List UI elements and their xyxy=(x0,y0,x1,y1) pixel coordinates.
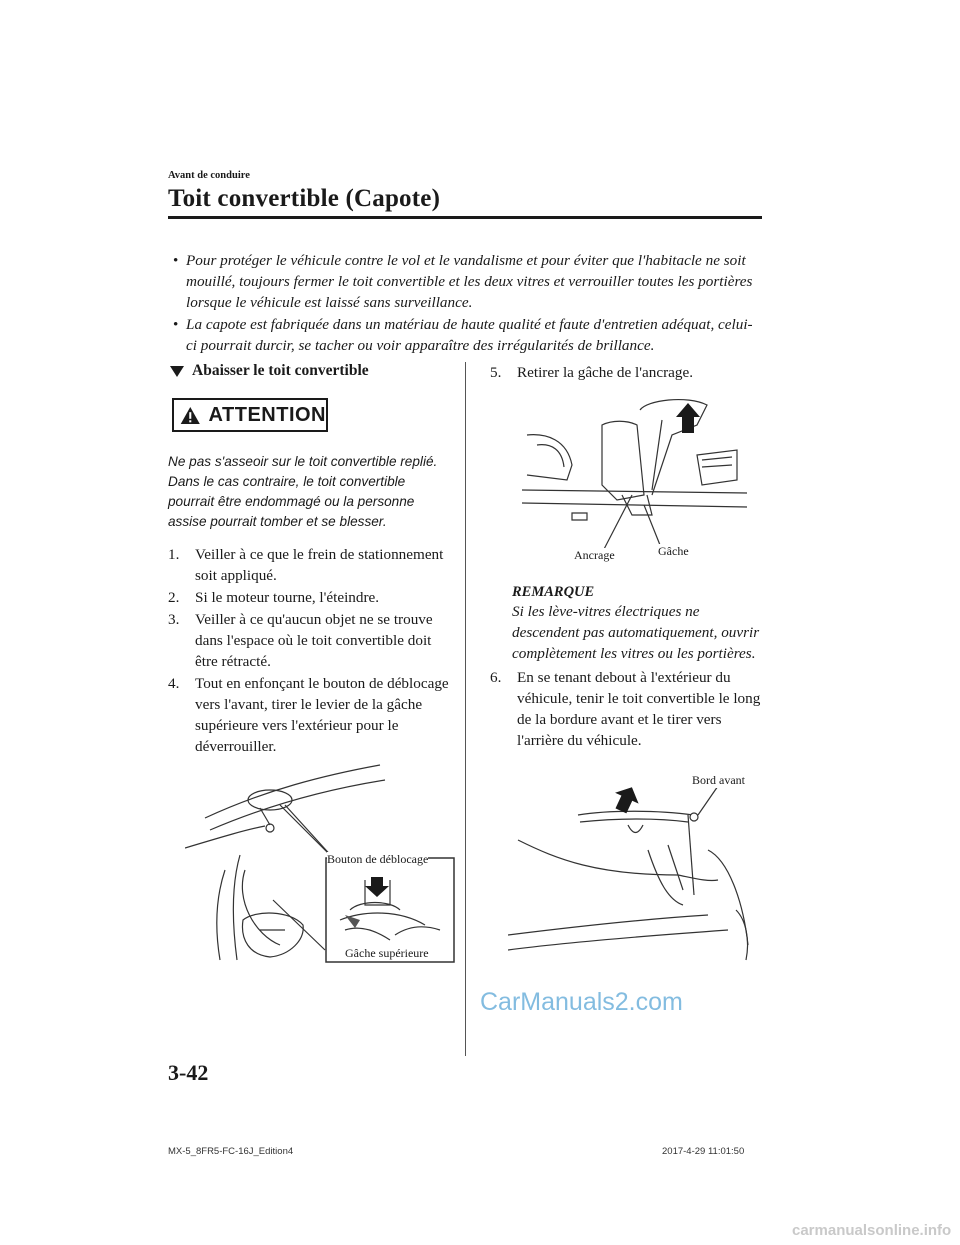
label-upper-latch: Gâche supérieure xyxy=(345,946,429,960)
note-title: REMARQUE xyxy=(512,584,595,600)
label-latch: Gâche xyxy=(658,544,689,558)
watermark-corner: carmanualsonline.info xyxy=(792,1222,952,1239)
label-front-edge: Bord avant xyxy=(692,773,745,787)
step-item xyxy=(168,587,453,608)
step-number: 6. xyxy=(490,669,502,686)
left-column xyxy=(168,362,453,758)
right-column xyxy=(490,362,765,384)
intro-bullet-text: Pour protéger le véhicule contre le vol et le vandalisme et pour éviter que l'habitacle ne soit mouillé, toujours fermer le toit convertible et les deux vitres et verrouiller toutes les portières lorsque le véhicule est laissé sans surveillance. xyxy=(186,252,753,311)
section-heading-text: Abaisser le toit convertible xyxy=(192,362,369,379)
step-number: 5. xyxy=(490,364,502,381)
step-item xyxy=(490,362,765,383)
step-item xyxy=(168,544,453,586)
step-number: 3. xyxy=(168,611,180,628)
bullet-dot-icon: • xyxy=(173,316,179,333)
page-number: 3-42 xyxy=(168,1060,209,1085)
step-text: Tout en enfonçant le bouton de déblocage vers l'avant, tirer le levier de la gâche supérieure vers l'extérieur pour le déverrouiller. xyxy=(195,675,449,755)
note-block xyxy=(490,578,765,752)
steps-list xyxy=(168,544,453,757)
attention-text: Ne pas s'asseoir sur le toit convertible replié. Dans le cas contraire, le toit convertible pourrait être endommagé ou la personne assise pourrait tomber et se blesser. xyxy=(168,454,438,529)
attention-label: ATTENTION xyxy=(208,403,326,426)
triangle-down-icon xyxy=(170,366,184,377)
section-label: Avant de conduire xyxy=(168,170,250,181)
page-title: Toit convertible (Capote) xyxy=(168,185,441,212)
intro-bullet xyxy=(168,250,758,313)
step-text: Veiller à ce qu'aucun objet ne se trouve dans l'espace où le toit convertible doit être rétracté. xyxy=(195,611,433,670)
figure-front-edge xyxy=(508,770,760,970)
intro-notes xyxy=(168,250,758,357)
attention-box xyxy=(172,398,328,432)
bullet-dot-icon: • xyxy=(173,252,179,269)
watermark-main: CarManuals2.com xyxy=(480,988,683,1016)
step-number: 4. xyxy=(168,675,180,692)
step-item xyxy=(490,667,765,751)
steps-list-right-2 xyxy=(490,667,765,751)
footer-edition: MX-5_8FR5-FC-16J_Edition4 xyxy=(168,1146,294,1157)
intro-bullet xyxy=(168,314,758,356)
step-item xyxy=(168,673,453,757)
step-item xyxy=(168,609,453,672)
convertible-car-illustration xyxy=(508,770,760,970)
column-divider xyxy=(465,362,466,1056)
step-text: Veiller à ce que le frein de stationnement soit appliqué. xyxy=(195,546,444,584)
step-text: En se tenant debout à l'extérieur du véhicule, tenir le toit convertible le long de la bordure avant et le tirer vers l'arrière du véhicule. xyxy=(517,669,761,749)
note-body: Si les lève-vitres électriques ne descendent pas automatiquement, ouvrir complètement les vitres ou les portières. xyxy=(512,603,760,662)
latch-anchor-illustration xyxy=(522,395,747,567)
label-anchor: Ancrage xyxy=(574,548,615,562)
section-heading xyxy=(168,362,453,380)
intro-bullet-text: La capote est fabriquée dans un matériau de haute qualité et faute d'entretien adéquat, celui-ci pourrait durcir, se tacher ou voir apparaître des irrégularités de brillance. xyxy=(186,316,753,354)
label-release-button: Bouton de déblocage xyxy=(327,852,429,866)
figure-anchor-latch xyxy=(522,395,747,567)
step-text: Si le moteur tourne, l'éteindre. xyxy=(195,589,380,606)
figure-release-latch xyxy=(185,760,457,965)
steps-list-right xyxy=(490,362,765,383)
step-text: Retirer la gâche de l'ancrage. xyxy=(517,364,694,381)
footer-timestamp: 2017-4-29 11:01:50 xyxy=(662,1146,745,1157)
title-rule xyxy=(168,216,762,219)
warning-triangle-icon xyxy=(180,403,201,428)
step-number: 1. xyxy=(168,546,180,563)
step-number: 2. xyxy=(168,589,180,606)
